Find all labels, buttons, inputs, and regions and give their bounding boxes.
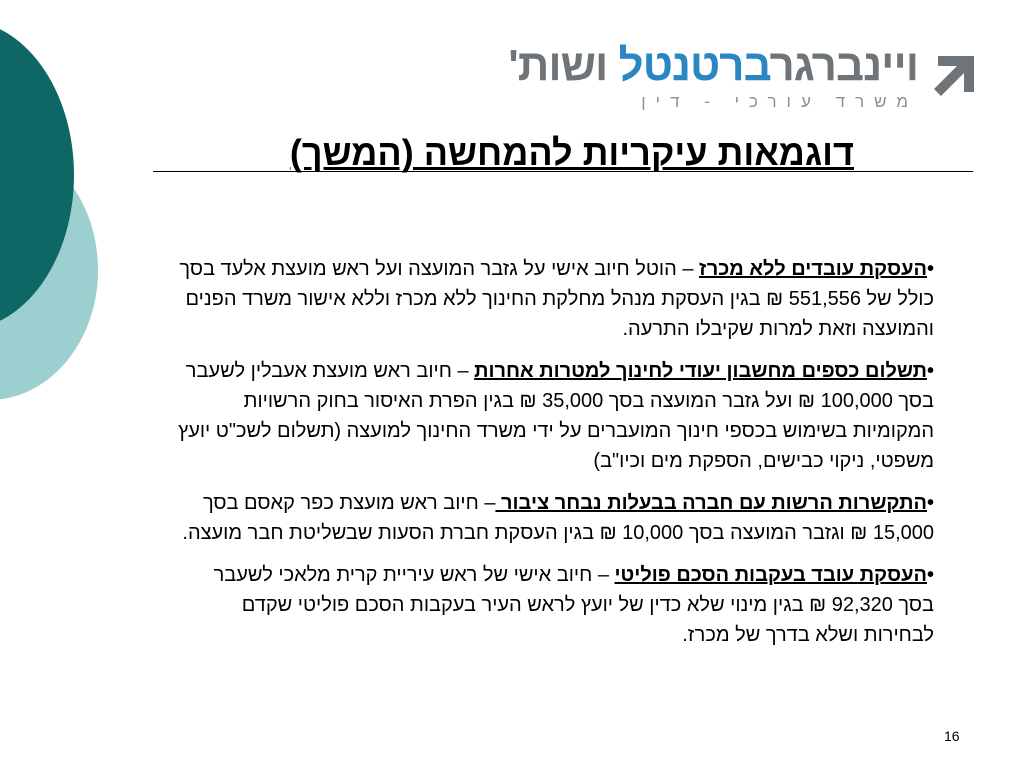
bullet-icon: • (926, 564, 934, 586)
bullet-heading: העסקת עובד בעקבות הסכם פוליטי (614, 564, 927, 586)
bullet-text: – חיוב אישי של ראש עיריית קרית מלאכי לשעבר בסך 92,320 ₪ בגין מינוי שלא כדין של יועץ לראש העיר בעקבות הסכם פוליטי שקדם לבחירות ושלא בדרך של מכרז. (213, 564, 934, 646)
title-divider (153, 171, 973, 172)
bullet-heading: העסקת עובדים ללא מכרז (699, 258, 927, 280)
bullet-item (178, 254, 934, 344)
bullet-icon: • (926, 360, 934, 382)
bullet-text: – חיוב ראש מועצת כפר קאסם בסך 15,000 ₪ וגזבר המועצה בסך 10,000 ₪ בגין העסקת חברת הסעות שבשליטת חבר מועצה. (182, 492, 934, 544)
firm-logo (495, 40, 990, 114)
logo-wordmark (508, 42, 918, 90)
slide-title: דוגמאות עיקריות להמחשה (המשך) (289, 132, 854, 173)
bullet-text: – חיוב ראש מועצת אעבלין לשעבר בסך 100,000 ₪ ועל גזבר המועצה בסך 35,000 ₪ בגין הפרת האיסור בחוק הרשויות המקומיות בשימוש בכספי חינוך המועברים על ידי משרד החינוך למועצה (תשלום לשכ"ט יועץ משפטי, ניקוי כבישים, הספקת מים וכיו"ב) (178, 360, 934, 472)
bullet-icon: • (926, 492, 934, 514)
bullet-item (178, 488, 934, 548)
logo-name-part2: ברטנטל (618, 41, 771, 90)
logo-name-part1: ויינברגר (770, 41, 918, 90)
bullet-item (178, 356, 934, 476)
bullet-heading: תשלום כספים מחשבון יעודי לחינוך למטרות אחרות (474, 360, 927, 382)
logo-name-part3: ושות' (508, 41, 608, 90)
logo-tagline: משרד עורכי - דין (641, 92, 918, 111)
page-number: 16 (944, 728, 960, 744)
bullet-icon: • (926, 258, 934, 280)
bullet-item (178, 560, 934, 650)
bullet-heading: התקשרות הרשות עם חברה בבעלות נבחר ציבור (495, 492, 927, 514)
arrow-icon (924, 46, 984, 106)
bullet-text: – הוטל חיוב אישי על גזבר המועצה ועל ראש מועצת אלעד בסך כולל של 551,556 ₪ בגין העסקת מנהל מחלקת החינוך ללא מכרז וללא אישור משרד הפנים והמועצה וזאת למרות שקיבלו התרעה. (179, 258, 934, 340)
bullet-list (178, 254, 934, 662)
